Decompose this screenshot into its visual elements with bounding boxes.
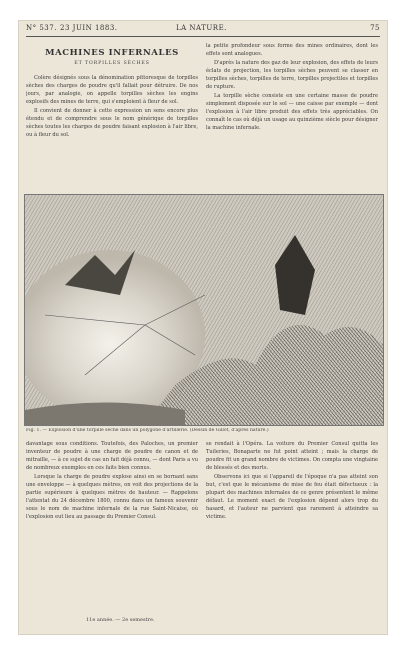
paragraph: D'après la nature des gaz de leur explosion, des effets de leurs éclats de projection, les torpilles sèches peuvent se classer en torpilles sèches, torpilles de terre, torpilles projectiles et torpilles de rupture. [206, 60, 378, 90]
journal-page [18, 20, 388, 635]
header-rule [26, 36, 380, 37]
paragraph: Observons ici que si l'appareil de l'époque n'a pas atteint son but, c'est que le mécanisme de mise de feu était défectueux : la plupart des machines infernales de ce genre présentent le même défaut. Le moment exact de l'explosion dépend alors trop du hasard, et l'auteur ne parvient que rarement à atteindre sa victime. [206, 474, 378, 520]
figure-caption: Fig. 1. — Explosion d'une torpille sèche dans un polygone d'artillerie. (Dessin de Gillot, d'après nature.) [26, 428, 269, 433]
bottom-left-column [26, 440, 198, 620]
page-footer: 11e année. — 2e semestre. [86, 617, 155, 623]
journal-name: LA NATURE. [176, 24, 227, 32]
paragraph: Il convient de donner à cette expression un sens encore plus étendu et de comprendre sous le nom générique de torpilles sèches toutes les charges de poudre faisant explosion à l'air libre, ou à fleur du sol. [26, 108, 198, 138]
explosion-engraving [25, 195, 383, 425]
paragraph: la petite profondeur sous forme des mines ordinaires, dont les effets sont analogues. [206, 43, 378, 57]
paragraph: La torpille sèche consiste en une certaine masse de poudre simplement disposée sur le sol — une caisse par exemple — dont l'explosion à l'air libre produit des effets très appréciables. On connaît le cas où déjà un usage au quinzième siècle pour désigner la machine infernale. [206, 93, 378, 131]
bottom-right-column [206, 440, 378, 620]
issue-number: N° 537. [26, 24, 57, 32]
article-subtitle: ET TORPILLES SÈCHES [74, 61, 150, 66]
engraving-illustration [24, 194, 384, 426]
paragraph: Colère désignés sous la dénomination pittoresque de torpilles sèches des charges de poudre qu'il fallait pour détruire. De nos jours, par analogie, on appelle torpilles sèches les engins explosifs des mines de terre, qui s'emploient à fleur de sol. [26, 75, 198, 105]
paragraph: se rendait à l'Opéra. La voiture du Premier Consul quitta les Tuileries, Bonaparte ne fut point atteint ; mais la charge de poudre fit un grand nombre de victimes. On compta une vingtaine de blessés et des morts. [206, 441, 378, 471]
issue-date: 23 JUIN 1883. [60, 24, 118, 32]
right-column [206, 42, 378, 202]
paragraph: davantage sous conditions. Toutefois, des Paloches, un premier inventeur de poudre à une charge de poudre de canon et de mitraille, — à ce sujet de cas un fait déjà connu, — dont Paris a vu de nombreux exemples en ces faits bien connus. [26, 441, 198, 471]
paragraph: Lorsque la charge de poudre explose ainsi en se bornant sans une enveloppe — à quelques mètres, on voit des projections de la partie supérieure à quelques mètres de hauteur. — Rappelons l'attentat du 24 décembre 1800, connu dans un fameux souvenir sous le nom de machine infernale de la rue Saint-Nicaise, où l'explosion eut lieu au passage du Premier Consul. [26, 474, 198, 520]
left-column [26, 44, 198, 204]
page-number: 75 [370, 24, 380, 32]
page-header [26, 24, 380, 36]
article-title: MACHINES INFERNALES [45, 48, 179, 58]
